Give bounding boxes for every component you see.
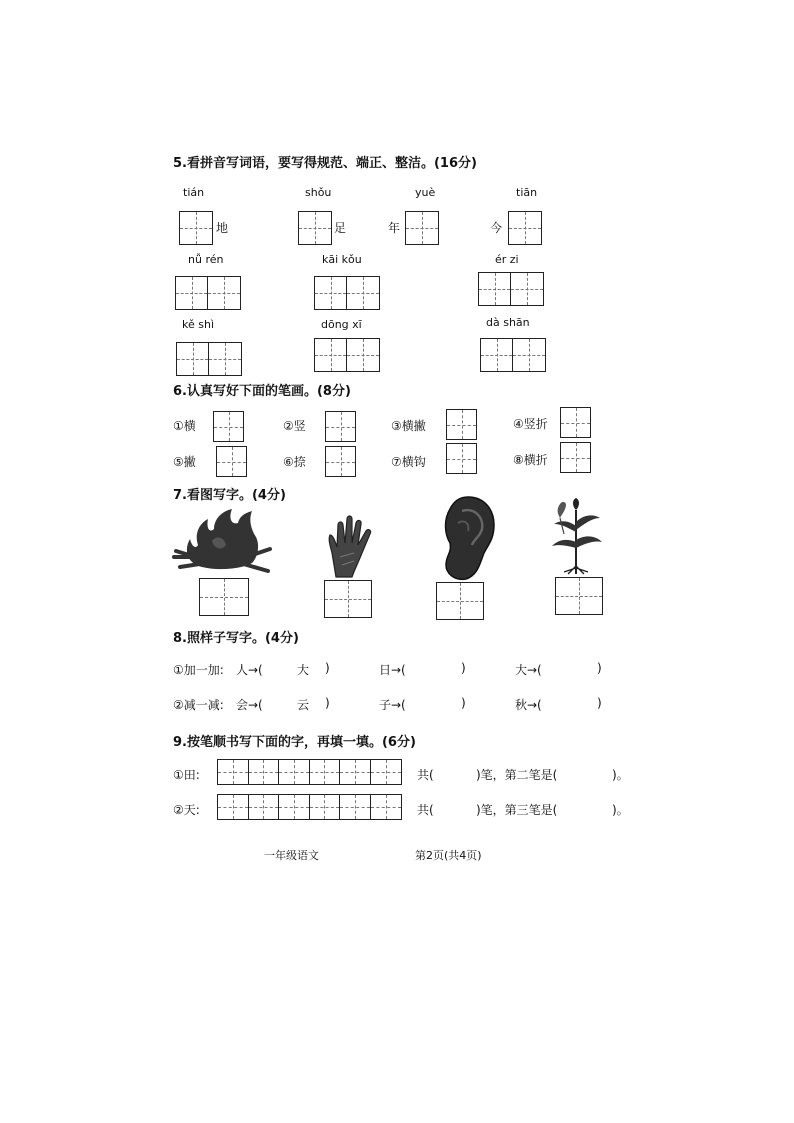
stroke-box-hengzhe[interactable] — [560, 442, 591, 473]
subtract-close-qiu: ) — [597, 696, 602, 710]
stroke-label-shu: ②竖 — [283, 419, 306, 433]
add-example-answer: 大 — [297, 663, 310, 677]
stroke-order-grid-tian-sky[interactable] — [217, 794, 402, 820]
subtract-prompt: ②减一减: — [173, 698, 224, 712]
add-example-close: ) — [325, 661, 330, 675]
add-close-ri: ) — [461, 661, 466, 675]
write-box-ke-shi[interactable] — [176, 342, 242, 376]
pinyin-da-shan: dà shān — [486, 316, 530, 329]
add-item-da: 大→( — [515, 663, 542, 677]
stroke-label-na: ⑥捺 — [283, 455, 306, 469]
picture-box-fire[interactable] — [199, 578, 249, 616]
stroke-box-na[interactable] — [325, 446, 356, 477]
pinyin-yue: yuè — [415, 186, 436, 199]
subtract-item-qiu: 秋→( — [515, 698, 542, 712]
q7-title: 7.看图写字。(4分) — [173, 488, 286, 503]
write-box-tian1[interactable] — [508, 211, 542, 245]
fire-icon — [172, 505, 272, 577]
add-answer-ri[interactable] — [420, 660, 458, 676]
stroke-label-henggou: ⑦横钩 — [391, 455, 426, 469]
add-example: 人→( — [236, 663, 263, 677]
pinyin-tian1: tiān — [516, 186, 538, 199]
tian2-label: ②天: — [173, 803, 200, 817]
pinyin-ke-shi: kě shì — [182, 318, 215, 331]
tian2-count-suffix: )笔，第三笔是( — [476, 803, 558, 817]
write-box-dong-xi[interactable] — [314, 338, 380, 372]
write-box-kai-kou[interactable] — [314, 276, 380, 310]
tian2-stroke-answer[interactable] — [572, 799, 610, 815]
q8-title: 8.照样子写字。(4分) — [173, 631, 299, 646]
subtract-close-zi: ) — [461, 696, 466, 710]
tian2-count-prefix: 共( — [417, 803, 434, 817]
stroke-box-heng[interactable] — [213, 411, 244, 442]
footer-subject: 一年级语文 — [264, 849, 319, 862]
tian-count-prefix: 共( — [417, 768, 434, 782]
stroke-box-shu[interactable] — [325, 411, 356, 442]
subtract-example-close: ) — [325, 696, 330, 710]
tian-count-suffix: )笔，第二笔是( — [476, 768, 558, 782]
char-zu: 足 — [334, 221, 347, 235]
pinyin-tian2: tián — [183, 186, 205, 199]
stroke-box-henggou[interactable] — [446, 443, 477, 474]
stroke-label-shuzhe: ④竖折 — [513, 417, 548, 431]
char-nian: 年 — [388, 221, 401, 235]
write-box-tian[interactable] — [179, 211, 213, 245]
q9-title: 9.按笔顺书写下面的字，再填一填。(6分) — [173, 735, 416, 750]
q6-title: 6.认真写好下面的笔画。(8分) — [173, 384, 351, 399]
stroke-label-pie: ⑤撇 — [173, 455, 196, 469]
add-answer-da[interactable] — [556, 660, 594, 676]
subtract-item-zi: 子→( — [379, 698, 406, 712]
hand-icon — [324, 513, 380, 579]
stroke-label-heng: ①横 — [173, 419, 196, 433]
add-prompt: ①加一加: — [173, 663, 224, 677]
stroke-label-hengzhe: ⑧横折 — [513, 453, 548, 467]
write-box-shou[interactable] — [298, 211, 332, 245]
q5-title: 5.看拼音写词语，要写得规范、端正、整洁。(16分) — [173, 156, 477, 171]
tian-stroke-answer[interactable] — [572, 764, 610, 780]
pinyin-er-zi: ér zi — [495, 253, 519, 266]
footer-page-number: 第2页(共4页) — [415, 849, 482, 862]
add-close-da: ) — [597, 661, 602, 675]
write-box-da-shan[interactable] — [480, 338, 546, 372]
tian-label: ①田: — [173, 768, 200, 782]
char-jin: 今 — [490, 221, 503, 235]
stroke-box-shuzhe[interactable] — [560, 407, 591, 438]
stroke-box-hengpie[interactable] — [446, 409, 477, 440]
write-box-er-zi[interactable] — [478, 272, 544, 306]
char-di: 地 — [216, 221, 229, 235]
subtract-answer-qiu[interactable] — [556, 695, 594, 711]
tian2-count-answer[interactable] — [445, 799, 475, 815]
pinyin-shou: shǒu — [305, 186, 332, 199]
picture-box-ear[interactable] — [436, 582, 484, 620]
pinyin-nv-ren: nǚ rén — [188, 253, 224, 266]
tian2-end: )。 — [612, 803, 629, 817]
pinyin-dong-xi: dōng xī — [321, 318, 362, 331]
subtract-example: 会→( — [236, 698, 263, 712]
picture-box-grain[interactable] — [555, 577, 603, 615]
add-item-ri: 日→( — [379, 663, 406, 677]
tian-count-answer[interactable] — [445, 764, 475, 780]
tian-end: )。 — [612, 768, 629, 782]
picture-box-hand[interactable] — [324, 580, 372, 618]
pinyin-kai-kou: kāi kǒu — [322, 253, 362, 266]
write-box-yue[interactable] — [405, 211, 439, 245]
stroke-order-grid-tian[interactable] — [217, 759, 402, 785]
subtract-example-answer: 云 — [297, 698, 310, 712]
write-box-nv-ren[interactable] — [175, 276, 241, 310]
stroke-label-hengpie: ③横撇 — [391, 419, 426, 433]
ear-icon — [440, 495, 496, 581]
stroke-box-pie[interactable] — [216, 446, 247, 477]
grain-plant-icon — [548, 498, 604, 576]
subtract-answer-zi[interactable] — [420, 695, 458, 711]
